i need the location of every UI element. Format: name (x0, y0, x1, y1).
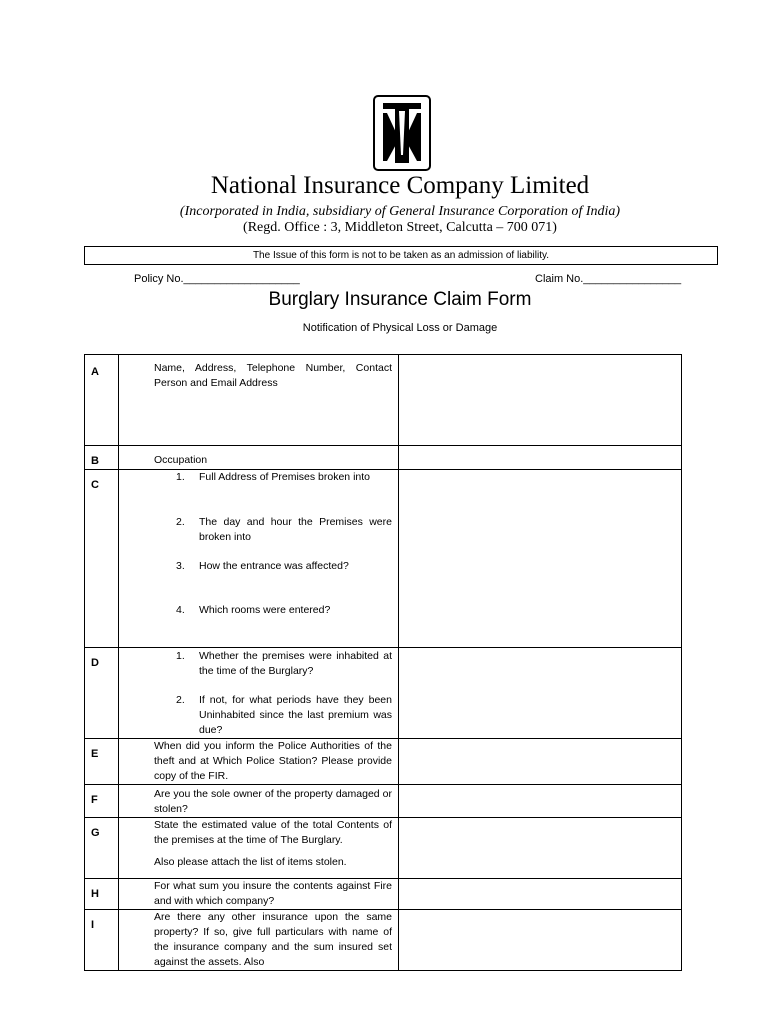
row-letter: G (85, 818, 119, 879)
list-item: 3. How the entrance was affected? (176, 560, 349, 572)
question-cell: State the estimated value of the total Contents of the premises at the time of The Burglary. Also please attach the list of items stolen. (119, 818, 399, 879)
policy-number-field[interactable]: Policy No.___________________ (134, 273, 300, 285)
list-item: 1. Full Address of Premises broken into (176, 471, 370, 483)
answer-field-other-insurance[interactable] (399, 910, 682, 971)
answer-field-police[interactable] (399, 739, 682, 785)
claim-number-field[interactable]: Claim No.________________ (535, 273, 682, 285)
company-logo (373, 95, 431, 171)
row-letter: E (85, 739, 119, 785)
question-cell: Occupation (119, 446, 399, 470)
row-letter: C (85, 470, 119, 648)
form-title: Burglary Insurance Claim Form (268, 289, 532, 310)
question-cell: For what sum you insure the contents against Fire and with which company? (119, 879, 399, 910)
registered-office: (Regd. Office : 3, Middleton Street, Calcutta – 700 071) (243, 220, 557, 235)
question-cell: Are you the sole owner of the property damaged or stolen? (119, 785, 399, 818)
row-letter: H (85, 879, 119, 910)
question-cell: Name, Address, Telephone Number, Contact Person and Email Address (119, 355, 399, 446)
company-name: National Insurance Company Limited (210, 172, 590, 199)
incorporation-note: (Incorporated in India, subsidiary of General Insurance Corporation of India) (179, 204, 621, 219)
answer-field-occupation[interactable] (399, 446, 682, 470)
table-row (85, 355, 682, 446)
answer-field-estimated-value[interactable] (399, 818, 682, 879)
table-row (85, 739, 682, 785)
question-cell (119, 470, 399, 648)
row-letter: B (85, 446, 119, 470)
table-row (85, 446, 682, 470)
row-letter: F (85, 785, 119, 818)
answer-field-premises[interactable] (399, 470, 682, 648)
list-item: 1. Whether the premises were inhabited at the time of the Burglary? (176, 650, 392, 677)
list-item: 2. The day and hour the Premises were broken into (176, 516, 392, 543)
table-row (85, 879, 682, 910)
row-letter: D (85, 648, 119, 739)
table-row (85, 910, 682, 971)
question-cell (119, 648, 399, 739)
table-row (85, 785, 682, 818)
row-letter: A (85, 355, 119, 446)
answer-field-sole-owner[interactable] (399, 785, 682, 818)
question-cell: Are there any other insurance upon the same property? If so, give full particulars with name of the insurance company and the sum insured set against the assets. Also (119, 910, 399, 971)
row-letter: I (85, 910, 119, 971)
table-row (85, 470, 682, 648)
table-row (85, 648, 682, 739)
claim-form-table (84, 354, 682, 971)
answer-field-fire-insurance[interactable] (399, 879, 682, 910)
answer-field-inhabited[interactable] (399, 648, 682, 739)
form-subtitle: Notification of Physical Loss or Damage (302, 322, 498, 334)
liability-notice: The Issue of this form is not to be taken as an admission of liability. (84, 246, 718, 265)
table-row (85, 818, 682, 879)
question-cell: When did you inform the Police Authorities of the theft and at Which Police Station? Please provide copy of the FIR. (119, 739, 399, 785)
list-item: 2. If not, for what periods have they been Uninhabited since the last premium was due? (176, 694, 392, 736)
answer-field-name-address[interactable] (399, 355, 682, 446)
list-item: 4. Which rooms were entered? (176, 604, 331, 616)
